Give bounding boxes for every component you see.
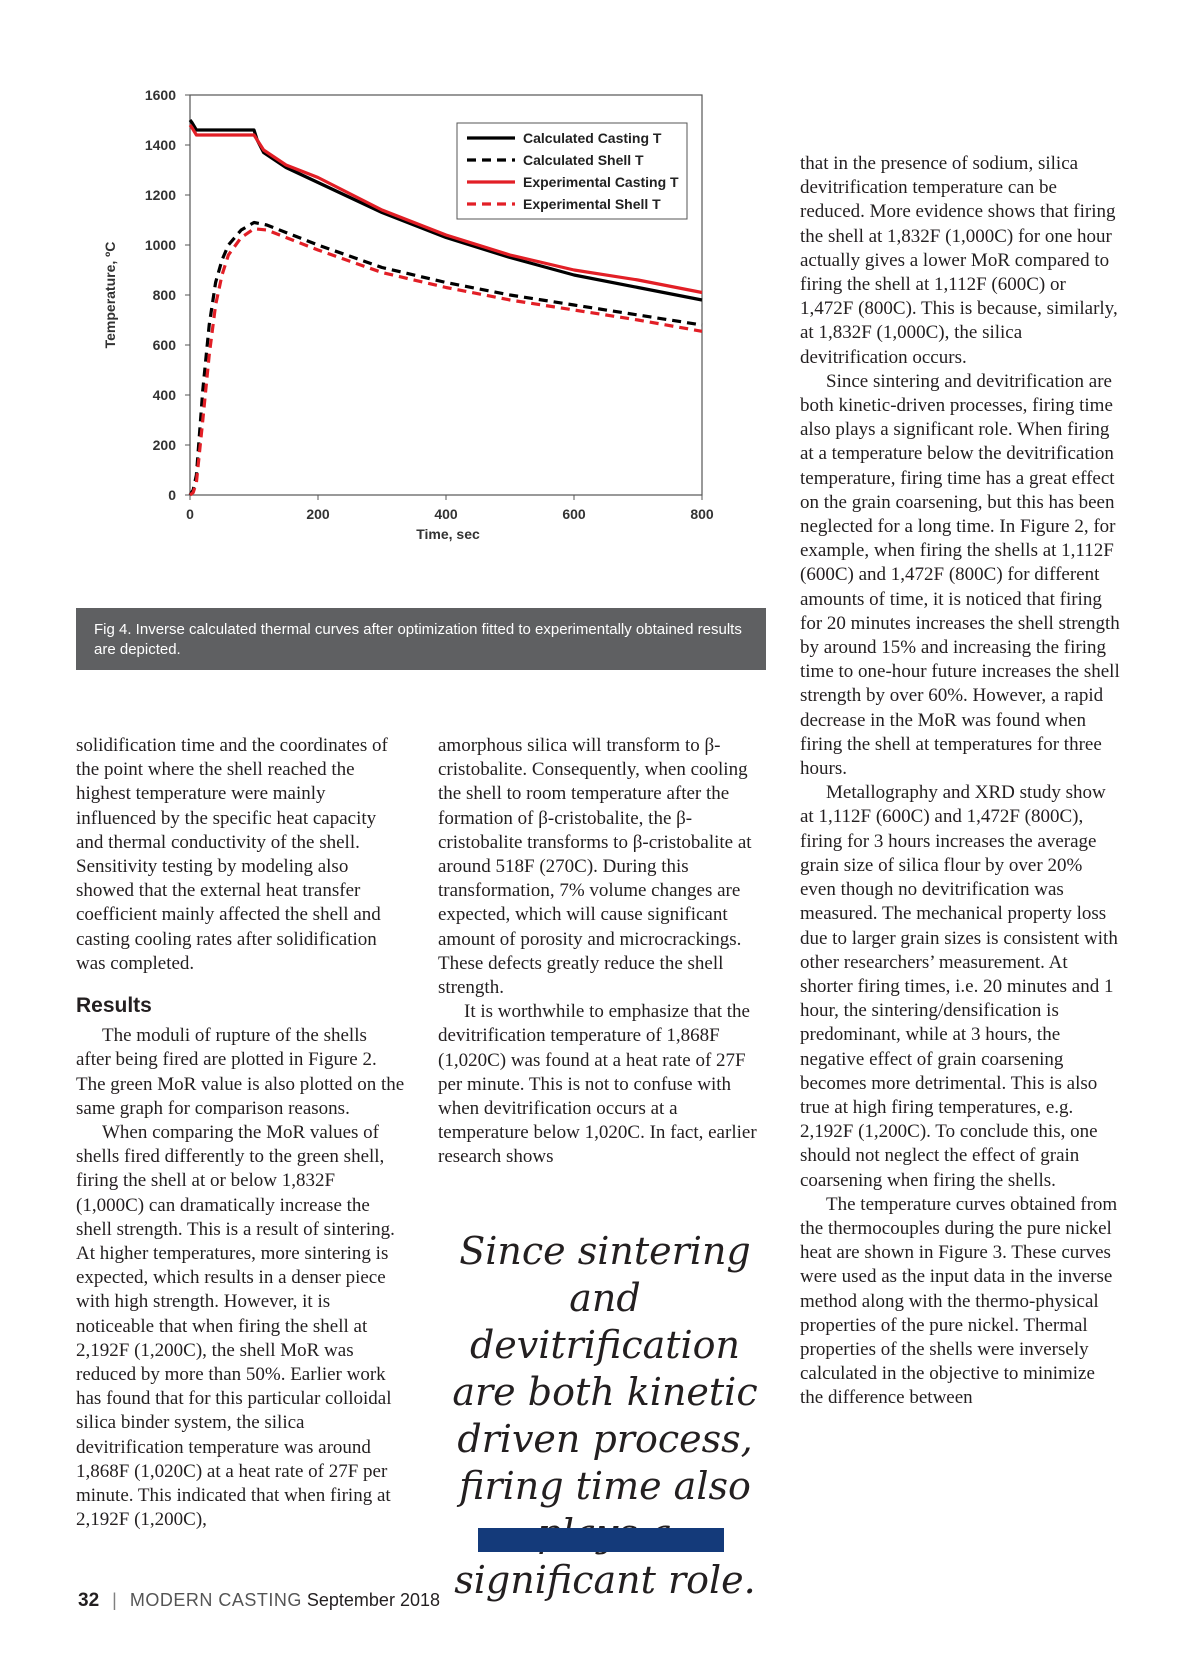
y-tick-label: 1200 xyxy=(144,187,176,203)
article-column-middle xyxy=(438,734,768,1170)
y-tick-label: 1400 xyxy=(144,137,176,153)
figure-4-chart xyxy=(70,78,770,608)
x-tick-label: 400 xyxy=(434,506,458,522)
pull-quote: Since sintering and devitrification are both kinetic driven process, firing time also significant role. xyxy=(452,1229,758,1602)
y-tick-label: 200 xyxy=(152,437,176,453)
pull-quote-bar xyxy=(478,1528,724,1552)
y-tick-label: 800 xyxy=(152,287,176,303)
legend-label: Calculated Shell T xyxy=(523,152,644,168)
legend-label: Experimental Casting T xyxy=(523,174,679,190)
page-number: 32 xyxy=(78,1590,100,1611)
section-heading-results: Results xyxy=(76,994,152,1018)
article-column-right xyxy=(800,152,1122,1411)
y-tick-label: 1600 xyxy=(144,87,176,103)
article-column-left xyxy=(76,734,406,1533)
paragraph: that in the presence of sodium, silica devitrification temperature can be reduced. More evidence shows that firing the shell at 1,832F (1,000C) for one hour actually gives a lower MoR compared to firing the shell at 1,112F (600C) or 1,472F (800C). This is because, similarly, at 1,832F (1,000C), the silica devitrification occurs. xyxy=(800,153,1118,368)
legend-label: Experimental Shell T xyxy=(523,196,661,212)
paragraph: Metallography and XRD study show at 1,112F (600C) and 1,472F (800C), firing for 3 hours increases the average grain size of silica flour by over 20% even though no devitrification was measured. The mechanical property loss due to larger grain sizes is consistent with other researchers’ measurement. At shorter firing times, i.e. 20 minutes and 1 hour, the sintering/densification is predominant, while at 3 hours, the negative effect of grain coarsening becomes more detrimental. This is also true at high firing temperatures, e.g. 2,192F (1,200C). To conclude this, one should not neglect the effect of grain coarsening when firing the shells. xyxy=(800,782,1118,1191)
series-line xyxy=(190,223,702,496)
paragraph: Since sintering and devitrification are both kinetic-driven processes, firing time also plays a significant role. When firing at a temperature below the devitrification temperature, firing time has a great effect on the grain coarsening, but this has been neglected for a long time. In Figure 2, for example, when firing the shells at 1,112F (600C) and 1,472F (800C) for different amounts of time, it is noticed that firing for 20 minutes increases the shell strength by around 15% and increasing the firing time to one-hour future increases the shell strength by over 60%. However, a rapid decrease in the MoR was found when firing the shell at temperatures for three hours. xyxy=(800,370,1120,780)
y-tick-label: 400 xyxy=(152,387,176,403)
page-footer xyxy=(78,1590,440,1612)
y-tick-label: 600 xyxy=(152,337,176,353)
magazine-name: MODERN CASTING xyxy=(129,1590,302,1610)
paragraph: The moduli of rupture of the shells after being fired are plotted in Figure 2. The green MoR value is also plotted on the same graph for comparison reasons. xyxy=(76,1025,405,1119)
paragraph: The temperature curves obtained from the thermocouples during the pure nickel heat are shown in Figure 3. These curves were used as the input data in the inverse method along with the thermo-physical properties of the pure nickel. Thermal properties of the shells were inversely calculated in the objective to minimize the difference between xyxy=(800,1193,1118,1409)
series-line xyxy=(190,229,702,495)
paragraph: solidification time and the coordinates of the point where the shell reached the highest temperature were mainly influenced by the specific heat capacity and thermal conductivity of the shell. Sensitivity testing by modeling also showed that the external heat transfer coefficient mainly affected the shell and casting cooling rates after solidification was completed. xyxy=(76,735,388,974)
x-tick-label: 0 xyxy=(186,506,194,522)
issue-date: September 2018 xyxy=(306,1590,440,1610)
footer-separator: | xyxy=(112,1590,117,1610)
paragraph: When comparing the MoR values of shells fired differently to the green shell, firing the shell at or below 1,832F (1,000C) can dramatically increase the shell strength. This is a result of sintering. At higher temperatures, more sintering is expected, which results in a denser piece with high strength. However, it is noticeable that when firing the shell at 2,192F (1,200C), the shell MoR was reduced by more than 50%. Earlier work has found that for this particular colloidal silica binder system, the silica devitrification temperature was around 1,868F (1,020C) at a heat rate of 27F per minute. This indicated that when firing at 2,192F (1,200C), xyxy=(76,1122,395,1531)
x-tick-label: 600 xyxy=(562,506,586,522)
legend-label: Calculated Casting T xyxy=(523,130,662,146)
paragraph: It is worthwhile to emphasize that the devitrification temperature of 1,868F (1,020C) was found at a heat rate of 27F per minute. This is not to confuse with when devitrification occurs at a temperature below 1,020C. In fact, earlier research shows xyxy=(438,1001,757,1168)
y-axis-label: Temperature, ºC xyxy=(102,241,118,349)
temperature-time-chart xyxy=(70,78,770,608)
figure-caption: Fig 4. Inverse calculated thermal curves after optimization fitted to experimentally obtained results are depicted. xyxy=(76,608,766,670)
paragraph: amorphous silica will transform to β-cristobalite. Consequently, when cooling the shell to room temperature after the formation of β-cristobalite, the β-cristobalite transforms to β-cristobalite at around 518F (270C). During this transformation, 7% volume changes are expected, which will cause significant amount of porosity and microcrackings. These defects greatly reduce the shell strength. xyxy=(438,735,752,999)
y-tick-label: 0 xyxy=(168,487,176,503)
y-tick-label: 1000 xyxy=(144,237,176,253)
x-tick-label: 800 xyxy=(690,506,714,522)
x-axis-label: Time, sec xyxy=(416,526,480,542)
x-tick-label: 200 xyxy=(306,506,330,522)
